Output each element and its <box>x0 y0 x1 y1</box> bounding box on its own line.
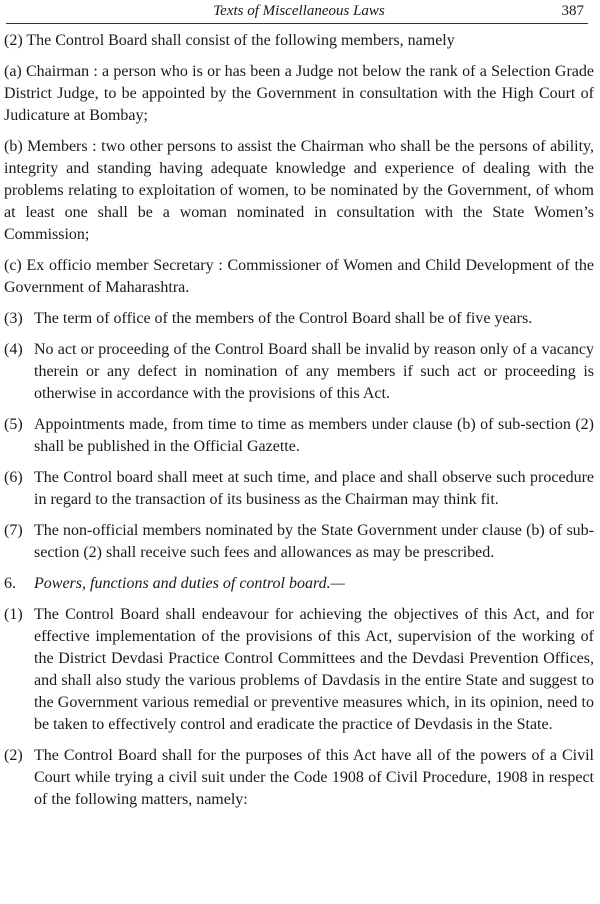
clause-number: (1) <box>4 606 23 623</box>
clause-number: (5) <box>4 416 23 433</box>
clause-number: (4) <box>4 341 23 358</box>
clause-7 <box>4 520 594 564</box>
section-6-clause-1 <box>4 604 594 736</box>
clause-2-intro: (2) The Control Board shall consist of the following members, namely <box>4 32 455 49</box>
clause-4 <box>4 339 594 405</box>
clause-number: (2) <box>4 747 23 764</box>
section-6-heading <box>4 573 594 595</box>
page-number: 387 <box>561 3 584 19</box>
header-rule <box>6 23 588 24</box>
clause-number: (6) <box>4 469 23 486</box>
clause-3 <box>4 308 594 330</box>
clause-text: The Control board shall meet at such time, and place and shall observe such procedure in regard to the transaction of its business as the Chairman may think fit. <box>34 469 594 508</box>
running-title: Texts of Miscellaneous Laws <box>213 3 385 19</box>
clause-6 <box>4 467 594 511</box>
section-title: Powers, functions and duties of control board.— <box>34 575 345 592</box>
section-number: 6. <box>4 575 16 592</box>
page-body <box>4 30 594 811</box>
section-6-clause-2 <box>4 745 594 811</box>
clause-2c-secretary: (c) Ex officio member Secretary : Commissioner of Women and Child Development of the Government of Maharashtra. <box>4 257 594 296</box>
page-header <box>4 0 594 30</box>
clause-2a-chairman: (a) Chairman : a person who is or has been a Judge not below the rank of a Selection Grade District Judge, to be appointed by the Government in consultation with the High Court of Judicature at Bombay; <box>4 63 594 124</box>
clause-number: (3) <box>4 310 23 327</box>
clause-5 <box>4 414 594 458</box>
clause-text: The Control Board shall for the purposes of this Act have all of the powers of a Civil Court while trying a civil suit under the Code 1908 of Civil Procedure, 1908 in respect of the following matters, namely: <box>34 747 594 808</box>
clause-number: (7) <box>4 522 23 539</box>
clause-text: The term of office of the members of the Control Board shall be of five years. <box>34 310 533 327</box>
clause-text: Appointments made, from time to time as members under clause (b) of sub-section (2) shall be published in the Official Gazette. <box>34 416 594 455</box>
clause-2b-members: (b) Members : two other persons to assist the Chairman who shall be the persons of ability, integrity and standing having adequate knowledge and experience of dealing with the problems relating to exploitation of women, to be nominated by the Government, of whom at least one shall be a woman nominated in consultation with the State Women’s Commission; <box>4 138 594 243</box>
clause-text: No act or proceeding of the Control Board shall be invalid by reason only of a vacancy therein or any defect in nomination of any members if such act or proceeding is otherwise in accordance with the provisions of this Act. <box>34 341 594 402</box>
clause-text: The non-official members nominated by the State Government under clause (b) of sub-section (2) shall receive such fees and allowances as may be prescribed. <box>34 522 594 561</box>
clause-text: The Control Board shall endeavour for achieving the objectives of this Act, and for effective implementation of the provisions of this Act, supervision of the working of the District Devdasi Practice Control Committees and the Devdasi Prevention Offices, and shall also study the various problems of Davdasis in the entire State and suggest to the Government various remedial or preventive measures which, in its opinion, need to be taken to effectively control and eradicate the practice of Devdasis in the State. <box>34 606 594 733</box>
